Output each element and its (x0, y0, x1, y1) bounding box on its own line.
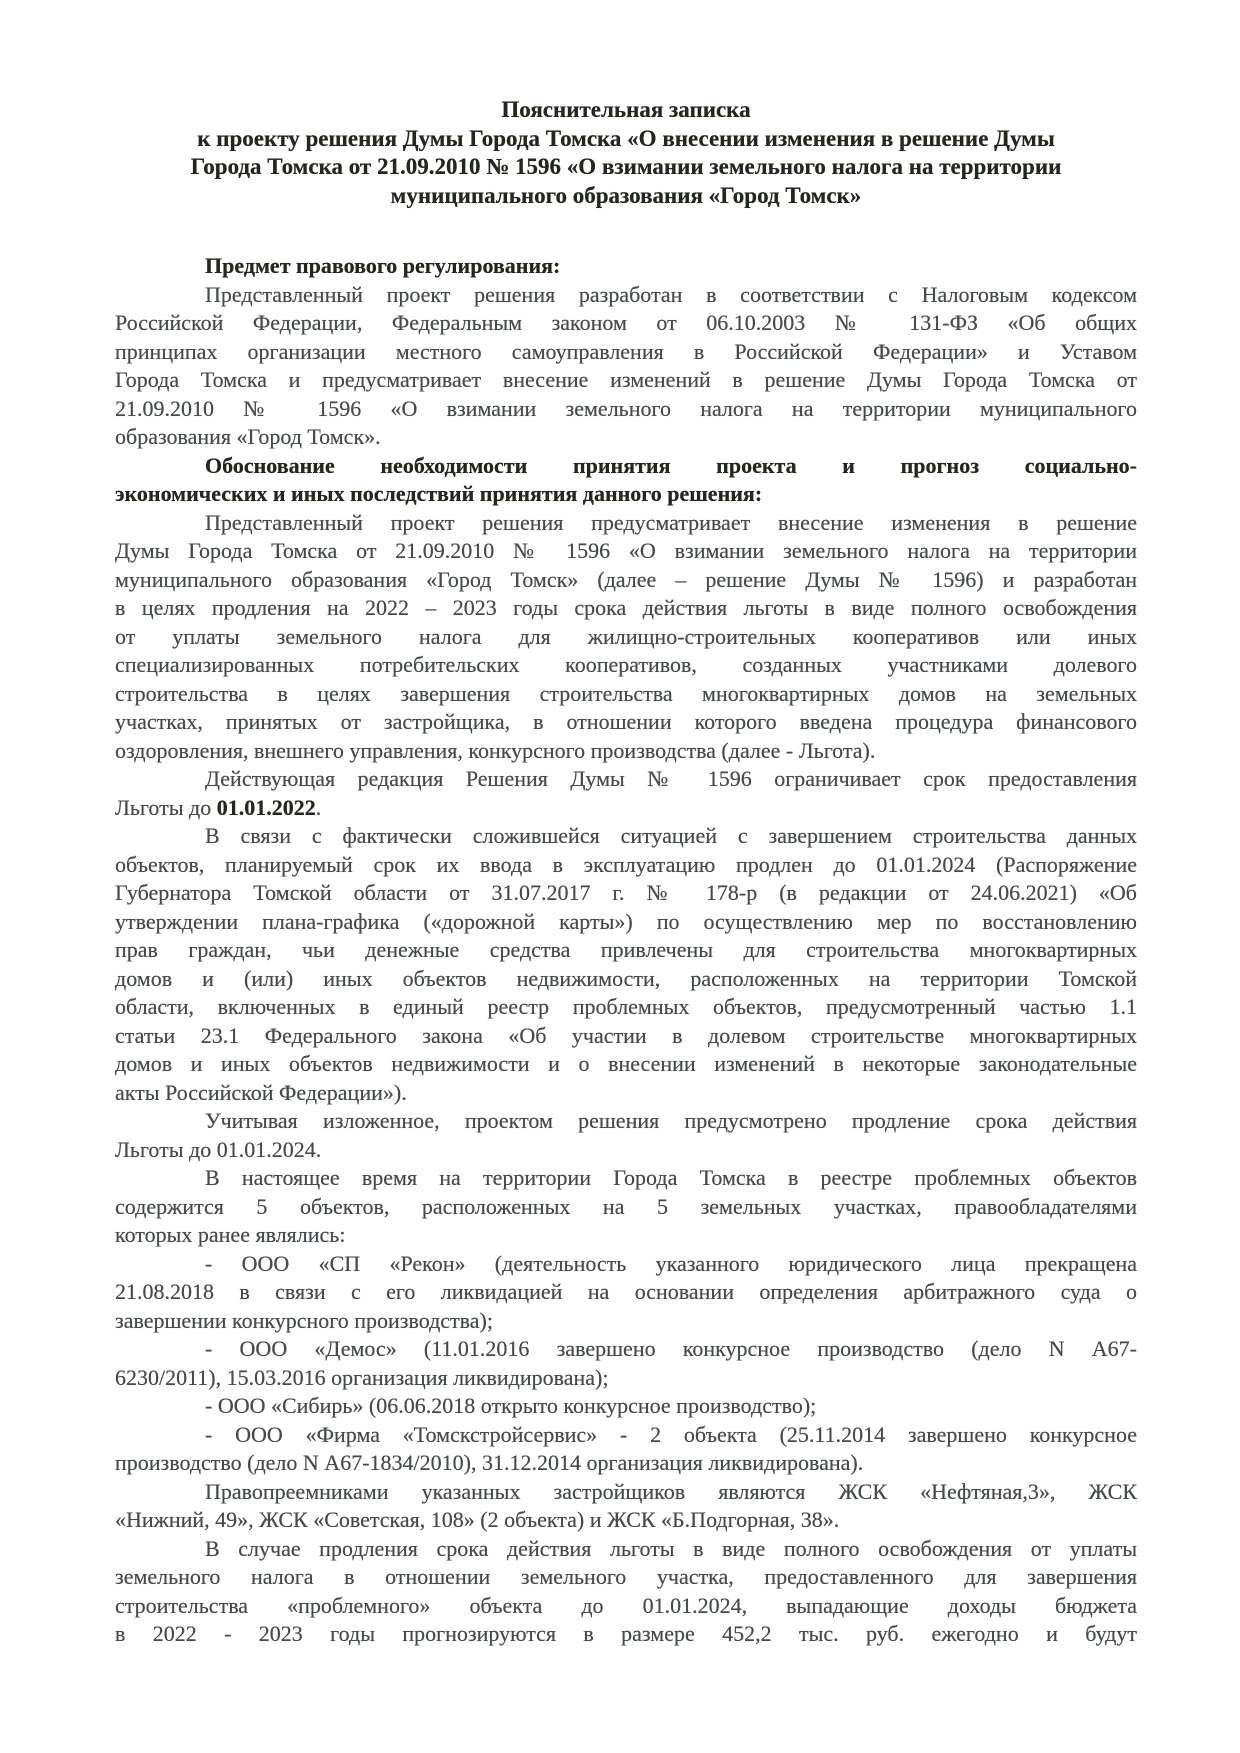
text-line: строительства в целях завершения строительства многоквартирных домов на земельных (115, 680, 1137, 706)
paragraph (115, 1164, 1137, 1250)
text-line: «Нижний, 49», ЖСК «Советская, 108» (2 объекта) и ЖСК «Б.Подгорная, 38». (115, 1507, 840, 1532)
title-body-gap (115, 210, 1137, 252)
text-line: области, включенных в единый реестр проблемных объектов, предусмотренный частью 1.1 (115, 994, 1137, 1019)
text-line: Российской Федерации, Федеральным законом от 06.10.2003 № 131-ФЗ «Об общих (115, 310, 1137, 335)
section-heading (115, 452, 1137, 509)
text-line: муниципального образования «Город Томск» (далее – решение Думы № 1596) и разработан (115, 566, 1137, 592)
text-line: Действующая редакция Решения Думы № 1596 ограничивает срок предоставления (205, 766, 1137, 791)
text-line: Думы Города Томска от 21.09.2010 № 1596 «О взимании земельного налога на территории (115, 538, 1137, 563)
document-subtitle-line: к проекту решения Думы Города Томска «О внесении изменения в решение Думы (197, 125, 1055, 151)
text-line: - ООО «Сибирь» (06.06.2018 открыто конкурсное производство); (205, 1393, 817, 1418)
text-line: Правопреемниками указанных застройщиков являются ЖСК «Нефтяная,3», ЖСК (205, 1478, 1137, 1504)
text-line: 21.09.2010 № 1596 «О взимании земельного налога на территории муниципального (115, 395, 1137, 421)
text-line: земельного налога в отношении земельного участка, предоставленного для завершения (115, 1564, 1137, 1589)
text-line (115, 794, 1137, 823)
text-line: образования «Город Томск». (115, 424, 381, 449)
text-line: - ООО «СП «Рекон» (деятельность указанного юридического лица прекращена (205, 1250, 1137, 1276)
paragraph (115, 822, 1137, 1107)
text-line: утверждении плана-графика («дорожной карты») по осуществлению мер по восстановлению (115, 908, 1137, 934)
text-line: принципах организации местного самоуправления в Российской Федерации» и Уставом (115, 338, 1137, 364)
text-line: экономических и иных последствий принятия данного решения: (115, 481, 763, 506)
text-line: В связи с фактически сложившейся ситуацией с завершением строительства данных (205, 823, 1137, 848)
text-segment: . (315, 794, 322, 820)
text-line: Предмет правового регулирования: (205, 253, 561, 278)
text-line: 21.08.2018 в связи с его ликвидацией на основании определения арбитражного суда о (115, 1279, 1137, 1304)
text-line: акты Российской Федерации»). (115, 1079, 407, 1105)
text-line: В настоящее время на территории Города Томска в реестре проблемных объектов (205, 1165, 1137, 1190)
text-line: Представленный проект решения разработан в соответствии с Налоговым кодексом (205, 281, 1137, 307)
text-line: домов и иных объектов недвижимости и о внесении изменений в некоторые законодательные (115, 1051, 1137, 1076)
text-line: в 2022 - 2023 годы прогнозируются в размере 452,2 тыс. руб. ежегодно и будут (115, 1621, 1137, 1646)
text-line: Представленный проект решения предусматривает внесение изменения в решение (205, 509, 1137, 535)
document-subtitle-line: Города Томска от 21.09.2010 № 1596 «О взимании земельного налога на территории (190, 154, 1062, 179)
text-line: которых ранее являлись: (115, 1222, 346, 1247)
paragraph (115, 1335, 1137, 1392)
document-title-block (115, 96, 1137, 210)
text-line: от уплаты земельного налога для жилищно-строительных кооперативов или иных (115, 623, 1137, 649)
text-line: Учитывая изложенное, проектом решения предусмотрено продление срока действия (205, 1108, 1137, 1133)
text-line: оздоровления, внешнего управления, конкурсного производства (далее - Льгота). (115, 737, 876, 763)
text-line: содержится 5 объектов, расположенных на 5 земельных участках, правообладателями (115, 1193, 1137, 1219)
document-body (115, 252, 1137, 1649)
text-line: Льготы до 01.01.2024. (115, 1136, 322, 1162)
text-segment: Льготы до (115, 794, 217, 820)
text-line: - ООО «Фирма «Томскстройсервис» - 2 объекта (25.11.2014 завершено конкурсное (205, 1421, 1137, 1447)
paragraph (115, 509, 1137, 766)
text-line: участках, принятых от застройщика, в отношении которого введена процедура финансового (115, 709, 1137, 734)
text-line: статьи 23.1 Федерального закона «Об участии в долевом строительстве многоквартирных (115, 1022, 1137, 1048)
paragraph (115, 281, 1137, 452)
paragraph (115, 1478, 1137, 1535)
text-line: Города Томска и предусматривает внесение изменений в решение Думы Города Томска от (115, 367, 1137, 392)
text-line: Губернатора Томской области от 31.07.2017 г. № 178-р (в редакции от 24.06.2021) «Об (115, 880, 1137, 905)
text-line: завершении конкурсного производства); (115, 1307, 493, 1333)
paragraph (115, 1250, 1137, 1336)
text-line: прав граждан, чьи денежные средства привлечены для строительства многоквартирных (115, 937, 1137, 962)
text-line: - ООО «Демос» (11.01.2016 завершено конкурсное производство (дело N А67- (205, 1336, 1137, 1361)
text-line: специализированных потребительских кооперативов, созданных участниками долевого (115, 652, 1137, 677)
paragraph (115, 1421, 1137, 1478)
paragraph (115, 1392, 1137, 1421)
text-line: производство (дело N А67-1834/2010), 31.12.2014 организация ликвидирована). (115, 1450, 864, 1475)
document-subtitle-line: муниципального образования «Город Томск» (390, 182, 862, 208)
paragraph (115, 1107, 1137, 1164)
document-title-line: Пояснительная записка (501, 97, 751, 122)
text-line: Обоснование необходимости принятия проекта и прогноз социально- (205, 452, 1137, 478)
text-line: домов и (или) иных объектов недвижимости, расположенных на территории Томской (115, 965, 1137, 991)
text-line: строительства «проблемного» объекта до 01.01.2024, выпадающие доходы бюджета (115, 1592, 1137, 1618)
paragraph (115, 765, 1137, 822)
text-line: объектов, планируемый срок их ввода в эксплуатацию продлен до 01.01.2024 (Распоряжение (115, 851, 1137, 877)
text-line: 6230/2011), 15.03.2016 организация ликвидирована); (115, 1364, 609, 1390)
section-heading (115, 252, 1137, 281)
text-line: в целях продления на 2022 – 2023 годы срока действия льготы в виде полного освобождения (115, 595, 1137, 620)
paragraph (115, 1535, 1137, 1649)
bold-date: 01.01.2022 (216, 794, 316, 820)
text-line: В случае продления срока действия льготы в виде полного освобождения от уплаты (205, 1535, 1137, 1561)
